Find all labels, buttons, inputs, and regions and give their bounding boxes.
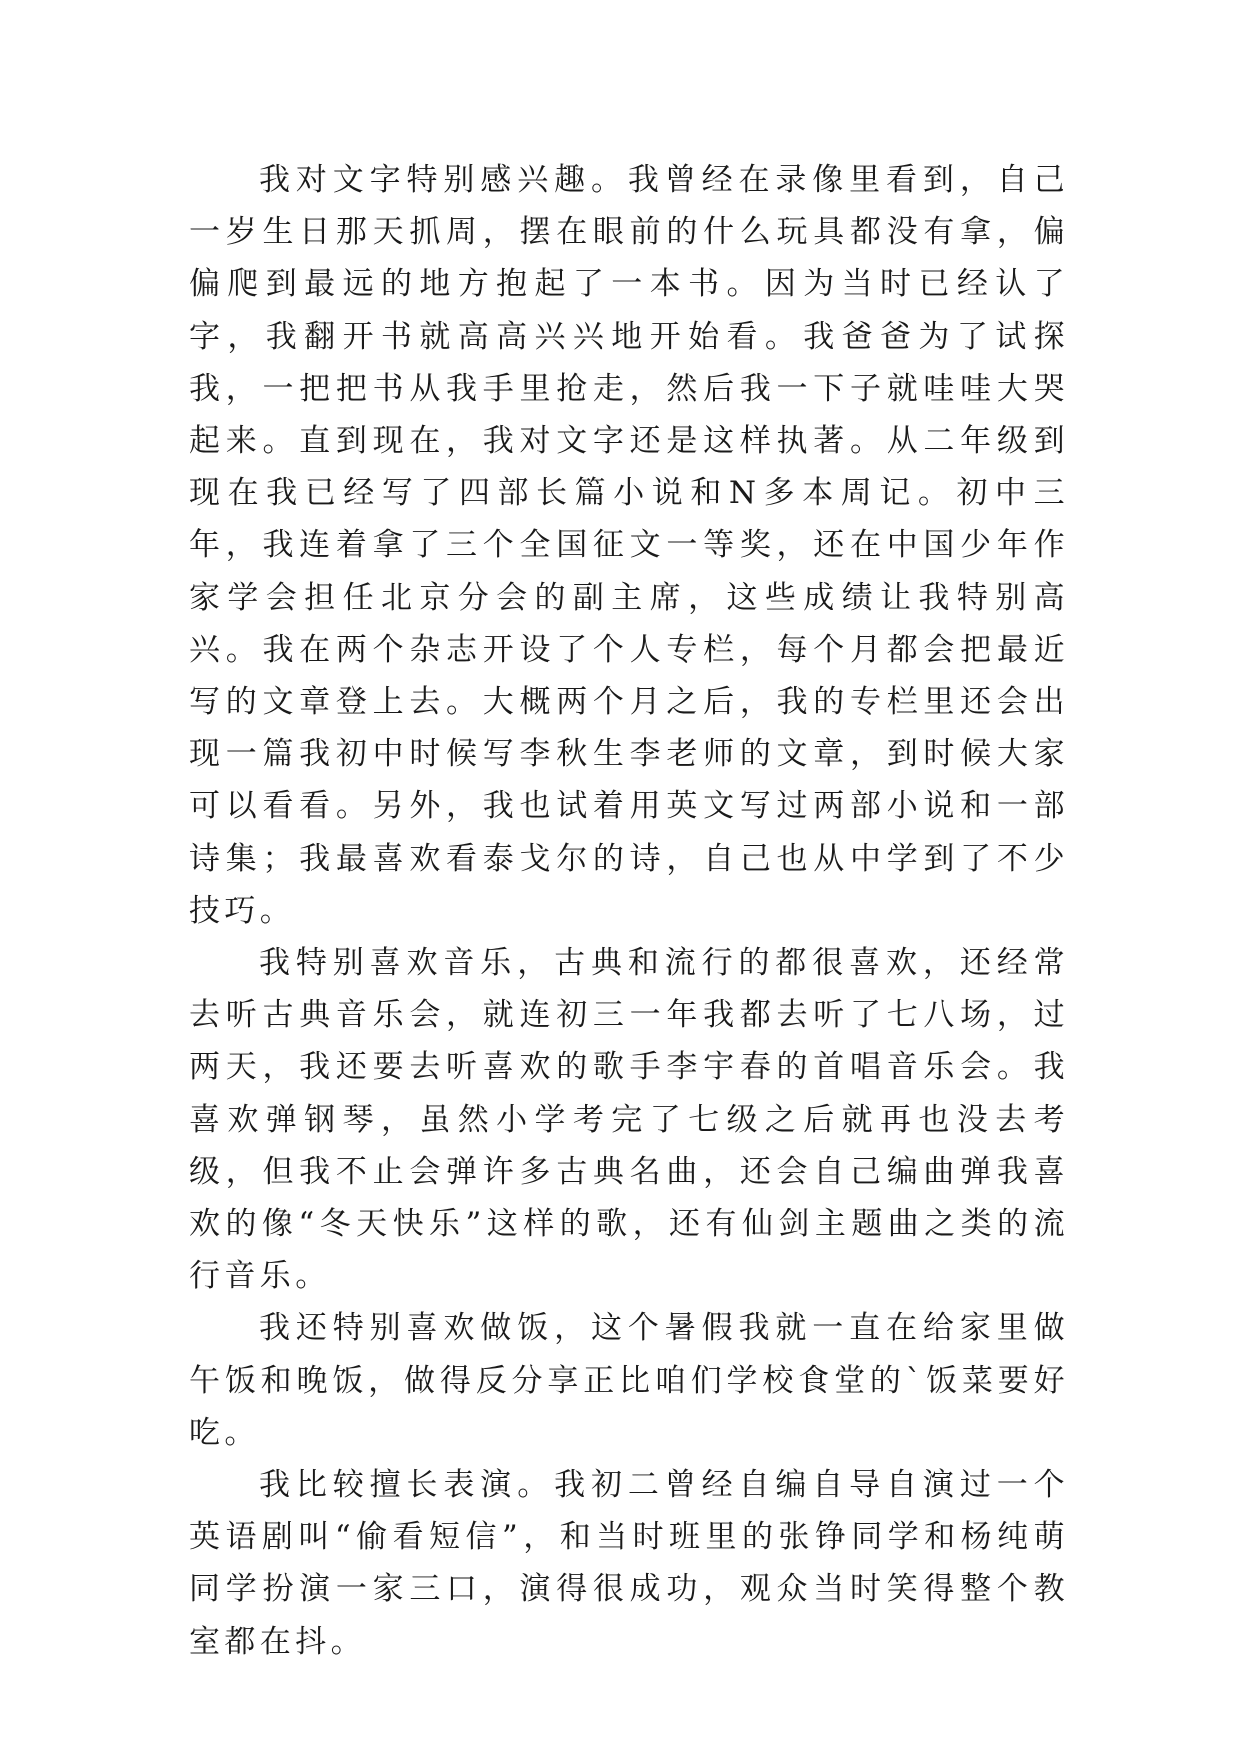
paragraph-cooking: 我还特别喜欢做饭，这个暑假我就一直在给家里做午饭和晚饭，做得反分享正比咱们学校食堂的`饭菜要好吃。 [189, 1310, 1069, 1451]
paragraph-writing: 我对文字特别感兴趣。我曾经在录像里看到，自己一岁生日那天抓周，摆在眼前的什么玩具都没有拿，偏偏爬到最远的地方抱起了一本书。因为当时已经认了字，我翻开书就高高兴兴地开始看。我爸爸为了试探我，一把把书从我手里抢走，然后我一下子就哇哇大哭起来。直到现在，我对文字还是这样执著。从二年级到现在我已经写了四部长篇小说和N多本周记。初中三年，我连着拿了三个全国征文一等奖，还在中国少年作家学会担任北京分会的副主席，这些成绩让我特别高兴。我在两个杂志开设了个人专栏，每个月都会把最近写的文章登上去。大概两个月之后，我的专栏里还会出现一篇我初中时候写李秋生李老师的文章，到时候大家可以看看。另外，我也试着用英文写过两部小说和一部诗集；我最喜欢看泰戈尔的诗，自己也从中学到了不少技巧。 [189, 162, 1069, 929]
document-body [189, 154, 1069, 1668]
paragraph-acting: 我比较擅长表演。我初二曾经自编自导自演过一个英语剧叫“偷看短信”，和当时班里的张铮同学和杨纯萌同学扮演一家三口，演得很成功，观众当时笑得整个教室都在抖。 [189, 1467, 1069, 1660]
paragraph-music: 我特别喜欢音乐，古典和流行的都很喜欢，还经常去听古典音乐会，就连初三一年我都去听了七八场，过两天，我还要去听喜欢的歌手李宇春的首唱音乐会。我喜欢弹钢琴，虽然小学考完了七级之后就再也没去考级，但我不止会弹许多古典名曲，还会自己编曲弹我喜欢的像“冬天快乐”这样的歌，还有仙剑主题曲之类的流行音乐。 [189, 945, 1069, 1295]
